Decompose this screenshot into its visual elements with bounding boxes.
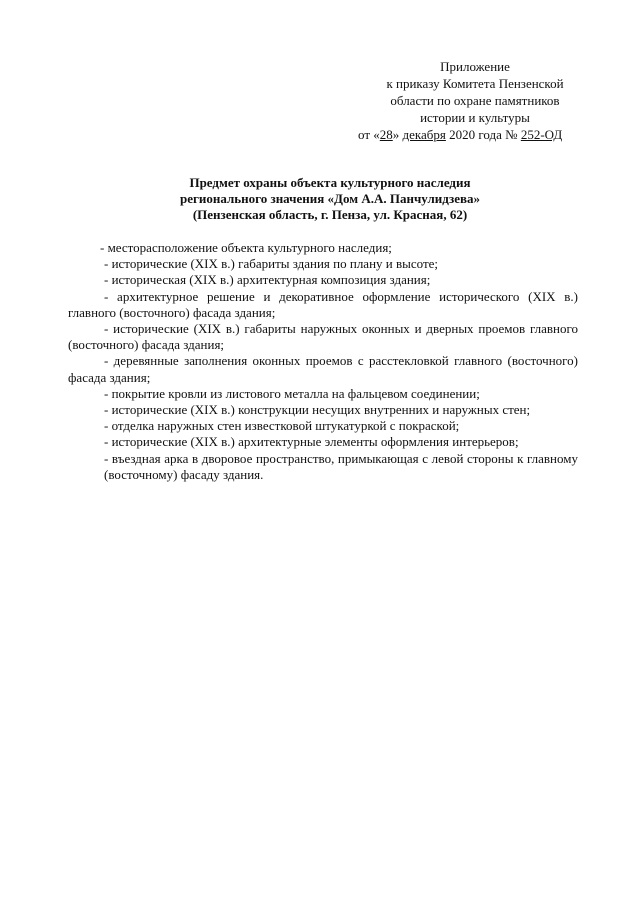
appendix-label: Приложение (440, 59, 510, 74)
order-date-prefix: от « (358, 127, 380, 142)
order-date-mid: » (392, 127, 403, 142)
list-item: - исторические (XIX в.) конструкции несущих внутренних и наружных стен; (104, 402, 531, 418)
committee-name-line: области по охране памятников (390, 93, 560, 108)
list-item: - месторасположение объекта культурного наследия; (100, 240, 392, 255)
order-reference-line: к приказу Комитета Пензенской (386, 76, 564, 91)
order-date-number (358, 126, 620, 143)
document-title (120, 175, 540, 223)
protection-items-list (68, 240, 578, 483)
list-item: - исторические (XIX в.) габариты здания по плану и высоте; (104, 256, 439, 272)
order-number: 252-ОД (520, 127, 563, 142)
title-line-3: (Пензенская область, г. Пенза, ул. Красная, 62) (192, 207, 468, 222)
list-item: - деревянные заполнения оконных проемов с расстекловкой главного (восточного) фасада здания; (68, 353, 578, 385)
title-line-2: регионального значения «Дом А.А. Панчулидзева» (179, 191, 480, 206)
list-item: - исторические (XIX в.) габариты наружных оконных и дверных проемов главного (восточного) фасада здания; (68, 321, 578, 353)
appendix-header (330, 58, 620, 143)
order-day: 28 (379, 127, 393, 142)
committee-scope-line: истории и культуры (420, 110, 530, 125)
list-item: - въездная арка в дворовое пространство, примыкающая с левой стороны к главному (восточному) фасаду здания. (104, 450, 578, 482)
list-item: - архитектурное решение и декоративное оформление исторического (XIX в.) главного (восточного) фасада здания; (68, 288, 578, 320)
order-year: 2020 года № (445, 127, 521, 142)
title-line-1: Предмет охраны объекта культурного наследия (189, 175, 471, 190)
list-item: - историческая (XIX в.) архитектурная композиция здания; (104, 272, 431, 288)
list-item: - отделка наружных стен известковой штукатуркой с покраской; (104, 418, 460, 434)
list-item: - исторические (XIX в.) архитектурные элементы оформления интерьеров; (104, 434, 519, 450)
order-month: декабря (402, 127, 446, 142)
list-item: - покрытие кровли из листового металла на фальцевом соединении; (104, 385, 480, 401)
